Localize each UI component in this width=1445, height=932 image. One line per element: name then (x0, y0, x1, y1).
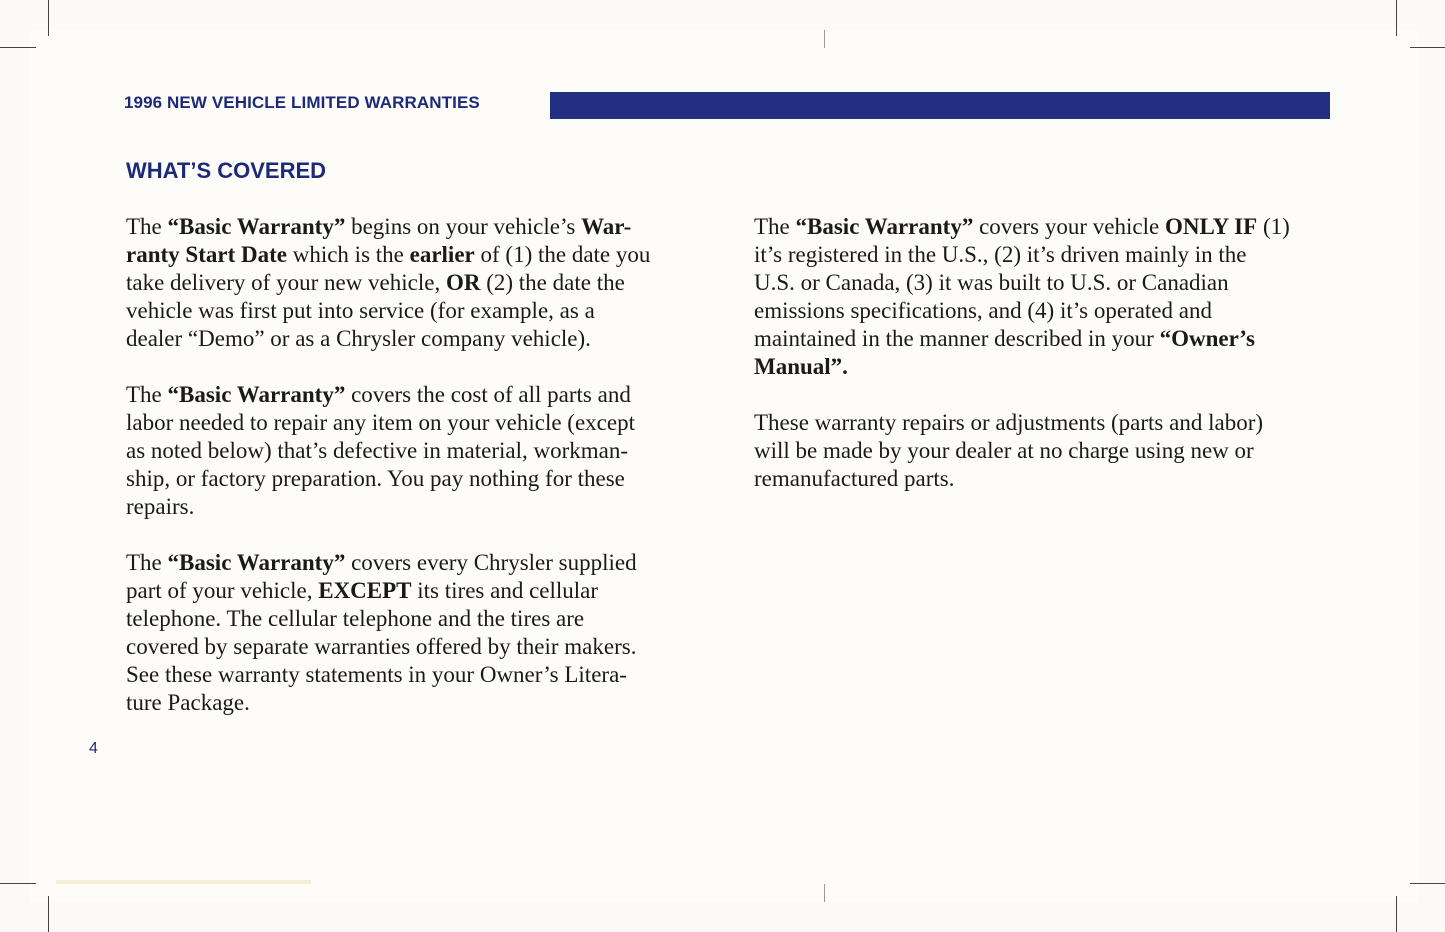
text-line: Manual”. (754, 354, 848, 379)
text-line: ranty Start Date which is the earlier of (1) the date you (126, 242, 651, 267)
text-line: maintained in the manner described in your “Owner’s (754, 326, 1255, 351)
running-header: 1996 NEW VEHICLE LIMITED WARRANTIES (124, 93, 480, 112)
paragraph (126, 549, 706, 717)
text-line: The “Basic Warranty” begins on your vehicle’s War- (126, 214, 632, 239)
crop-mark (48, 896, 49, 932)
text-line: The “Basic Warranty” covers the cost of all parts and (126, 382, 631, 407)
page-number: 4 (89, 740, 98, 757)
header-bar (550, 92, 1330, 119)
text-line: vehicle was first put into service (for example, as a (126, 298, 595, 323)
text-line: remanufactured parts. (754, 466, 955, 491)
text-line: repairs. (126, 494, 195, 519)
right-column (754, 213, 1344, 521)
crop-mark (1410, 47, 1445, 48)
paragraph (126, 381, 706, 521)
text-line: ture Package. (126, 690, 250, 715)
text-line: part of your vehicle, EXCEPT its tires and cellular (126, 578, 599, 603)
text-line: as noted below) that’s defective in material, workman- (126, 438, 628, 463)
crop-mark (48, 0, 49, 36)
crop-mark (0, 47, 36, 48)
text-line: See these warranty statements in your Owner’s Litera- (126, 662, 627, 687)
section-title: WHAT’S COVERED (126, 158, 327, 183)
text-line: U.S. or Canada, (3) it was built to U.S. or Canadian (754, 270, 1229, 295)
text-line: dealer “Demo” or as a Chrysler company vehicle). (126, 326, 591, 351)
text-line: These warranty repairs or adjustments (parts and labor) (754, 410, 1264, 435)
text-line: The “Basic Warranty” covers every Chrysler supplied (126, 550, 637, 575)
text-line: it’s registered in the U.S., (2) it’s driven mainly in the (754, 242, 1247, 267)
text-line: telephone. The cellular telephone and the tires are (126, 606, 585, 631)
text-line: The “Basic Warranty” covers your vehicle ONLY IF (1) (754, 214, 1290, 239)
crop-mark (1396, 0, 1397, 36)
crop-mark (0, 883, 36, 884)
text-line: take delivery of your new vehicle, OR (2) the date the (126, 270, 625, 295)
text-line: emissions specifications, and (4) it’s operated and (754, 298, 1212, 323)
crop-mark (1396, 896, 1397, 932)
text-line: covered by separate warranties offered by their makers. (126, 634, 637, 659)
paragraph (126, 213, 706, 353)
text-line: ship, or factory preparation. You pay nothing for these (126, 466, 625, 491)
paragraph (754, 409, 1344, 493)
text-line: will be made by your dealer at no charge using new or (754, 438, 1254, 463)
paper-tint (56, 880, 311, 884)
text-line: labor needed to repair any item on your vehicle (except (126, 410, 635, 435)
left-column (126, 213, 706, 745)
crop-mark (824, 30, 825, 48)
crop-mark (1410, 883, 1445, 884)
crop-mark (824, 884, 825, 902)
paragraph (754, 213, 1344, 381)
